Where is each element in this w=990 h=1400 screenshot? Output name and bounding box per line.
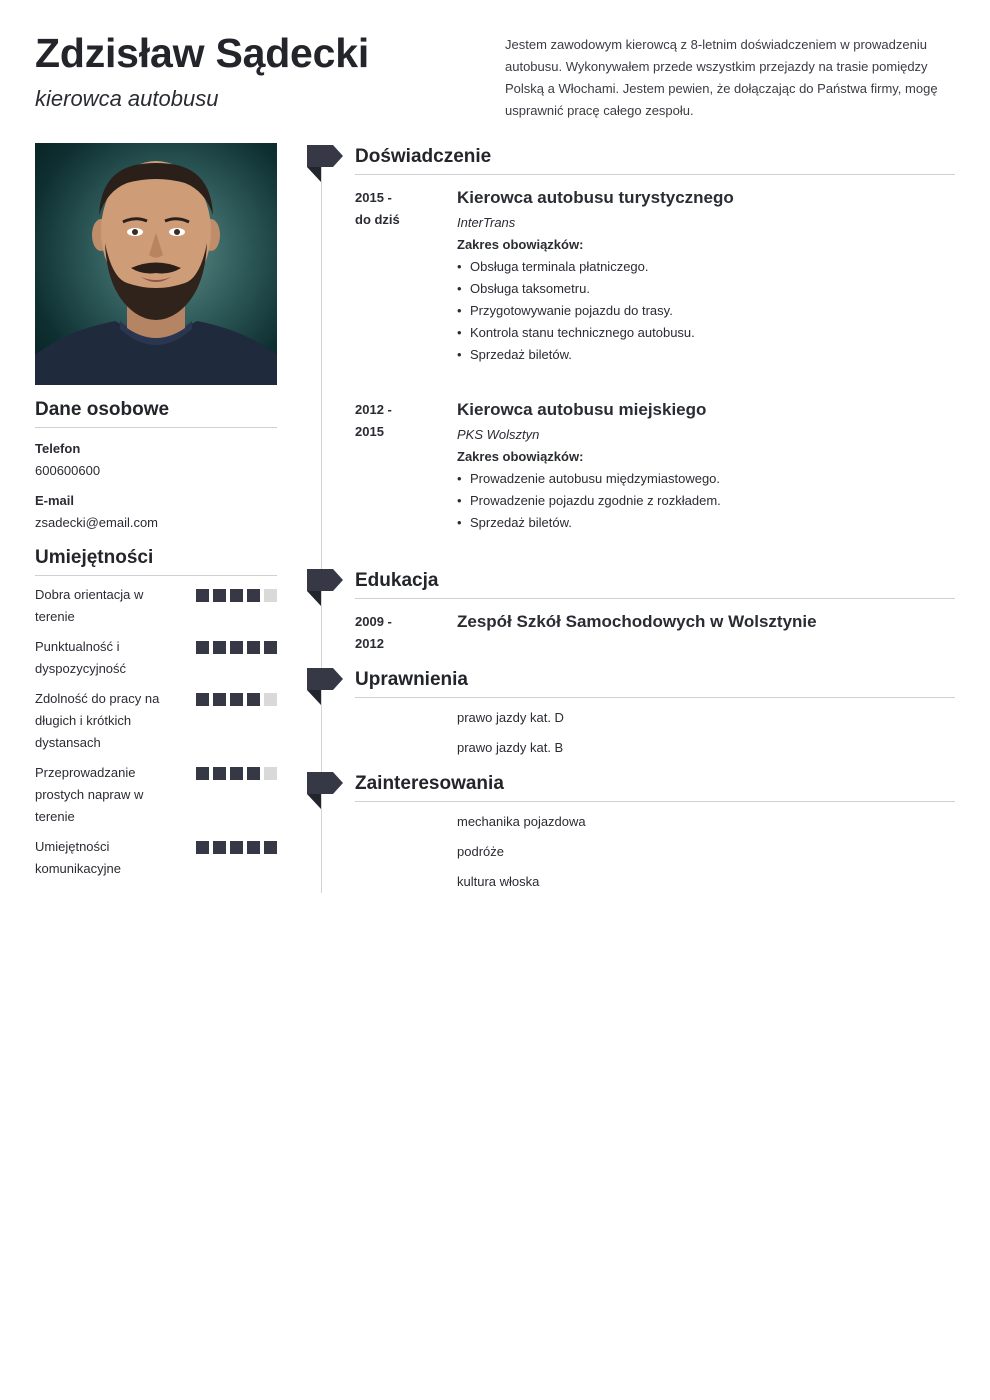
skill-dot-empty: [264, 767, 277, 780]
skill-dot-filled: [213, 641, 226, 654]
job-1-duties-label: Zakres obowiązków:: [457, 237, 584, 252]
personal-data-section: [35, 399, 277, 534]
list-item: • Obsługa taksometru.: [457, 278, 955, 300]
skills-section: [35, 547, 277, 880]
list-item: • Przygotowywanie pojazdu do trasy.: [457, 300, 955, 322]
skill-name: Przeprowadzanie prostych napraw w terenie: [35, 765, 144, 824]
licenses-list: [457, 707, 955, 767]
skill-dot-filled: [196, 641, 209, 654]
education-item: [457, 611, 955, 636]
skill-dot-filled: [230, 589, 243, 602]
job-2-duties-label: Zakres obowiązków:: [457, 449, 584, 464]
skill-name: Punktualność i dyspozycyjność: [35, 639, 127, 676]
education-title: Edukacja: [355, 570, 955, 599]
email-label: E-mail: [35, 493, 75, 508]
phone-value: 600600600: [35, 463, 101, 478]
list-item: • Sprzedaż biletów.: [457, 512, 955, 534]
skill-dot-filled: [196, 693, 209, 706]
licenses-title: Uprawnienia: [355, 669, 955, 698]
skill-dot-empty: [264, 693, 277, 706]
skill-dot-filled: [247, 841, 260, 854]
school-name: Zespół Szkół Samochodowych w Wolsztynie: [457, 612, 817, 631]
skill-dot-empty: [264, 589, 277, 602]
job-2-dates: 2012 - 2015: [355, 402, 392, 439]
skill-dot-filled: [230, 641, 243, 654]
profile-summary: Jestem zawodowym kierowcą z 8-letnim doświadczeniem w prowadzeniu autobusu. Wykonywałem przede wszystkim przejazdy na trasie pomiędzy Polską a Włochami. Jestem pewien, że dołączając do Państwa firmy, mogę usprawnić pracę całego zespołu.: [505, 37, 938, 118]
candidate-name: Zdzisław Sądecki: [35, 30, 370, 76]
list-item: prawo jazdy kat. B: [457, 740, 564, 755]
skill-dot-filled: [196, 841, 209, 854]
skill-name: Zdolność do pracy na długich i krótkich dystansach: [35, 691, 160, 750]
list-item: podróże: [457, 844, 504, 859]
list-item: • Prowadzenie pojazdu zgodnie z rozkładem.: [457, 490, 955, 512]
skill-dot-filled: [247, 589, 260, 602]
skill-row: [35, 688, 277, 754]
skill-dot-filled: [247, 693, 260, 706]
skill-dot-filled: [230, 767, 243, 780]
candidate-role: kierowca autobusu: [35, 86, 219, 111]
experience-title: Doświadczenie: [355, 146, 955, 175]
job-1-company: InterTrans: [457, 215, 516, 230]
skill-dot-filled: [213, 693, 226, 706]
job-1: [457, 187, 955, 366]
skill-dot-filled: [196, 589, 209, 602]
interests-list: [457, 811, 955, 901]
section-flag-icon: [307, 145, 343, 182]
skill-dot-filled: [213, 767, 226, 780]
list-item: • Kontrola stanu technicznego autobusu.: [457, 322, 955, 344]
skill-level-indicator: [196, 693, 277, 706]
skill-level-indicator: [196, 767, 277, 780]
job-2: [457, 399, 955, 534]
section-flag-icon: [307, 772, 343, 809]
skill-level-indicator: [196, 841, 277, 854]
list-item: prawo jazdy kat. D: [457, 710, 564, 725]
skill-row: [35, 636, 277, 680]
skill-row: [35, 584, 277, 628]
skill-dot-filled: [213, 841, 226, 854]
job-1-dates: 2015 - do dziś: [355, 190, 400, 227]
skill-dot-filled: [230, 841, 243, 854]
list-item: mechanika pojazdowa: [457, 814, 586, 829]
interests-title: Zainteresowania: [355, 773, 955, 802]
job-1-title: Kierowca autobusu turystycznego: [457, 188, 734, 207]
skill-level-indicator: [196, 589, 277, 602]
job-2-duties: [457, 468, 955, 534]
skill-name: Umiejętności komunikacyjne: [35, 839, 121, 876]
section-flag-icon: [307, 569, 343, 606]
skill-row: [35, 836, 277, 880]
job-2-title: Kierowca autobusu miejskiego: [457, 400, 707, 419]
profile-photo: [35, 143, 277, 385]
skill-dot-filled: [213, 589, 226, 602]
email-value: zsadecki@email.com: [35, 515, 159, 530]
list-item: kultura włoska: [457, 874, 540, 889]
skill-dot-filled: [264, 641, 277, 654]
skill-dot-filled: [247, 767, 260, 780]
job-2-company: PKS Wolsztyn: [457, 427, 540, 442]
skill-row: [35, 762, 277, 828]
phone-label: Telefon: [35, 441, 81, 456]
personal-data-title: Dane osobowe: [35, 399, 277, 428]
skills-title: Umiejętności: [35, 547, 277, 576]
skill-level-indicator: [196, 641, 277, 654]
list-item: • Prowadzenie autobusu międzymiastowego.: [457, 468, 955, 490]
job-1-duties: [457, 256, 955, 366]
education-dates: 2009 - 2012: [355, 614, 392, 651]
list-item: • Obsługa terminala płatniczego.: [457, 256, 955, 278]
skill-dot-filled: [247, 641, 260, 654]
section-flag-icon: [307, 668, 343, 705]
skill-dot-filled: [230, 693, 243, 706]
list-item: • Sprzedaż biletów.: [457, 344, 955, 366]
skill-dot-filled: [264, 841, 277, 854]
skill-dot-filled: [196, 767, 209, 780]
skill-name: Dobra orientacja w terenie: [35, 587, 144, 624]
